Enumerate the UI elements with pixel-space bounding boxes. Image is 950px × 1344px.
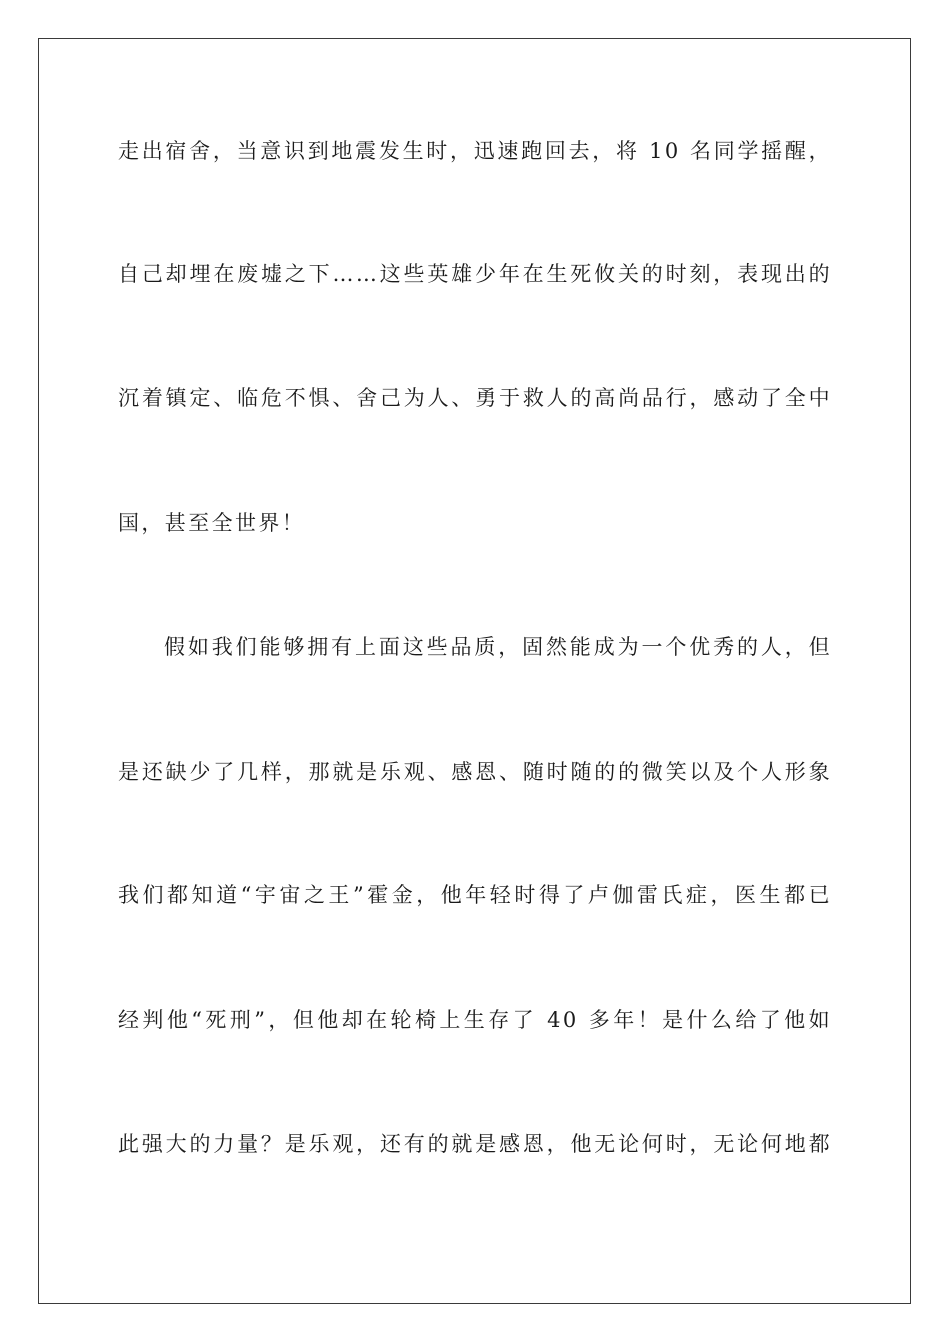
- paragraph-first-line: 假如我们能够拥有上面这些品质，固然能成为一个优秀的人，但: [164, 635, 832, 659]
- text-line: 自己却埋在废墟之下……这些英雄少年在生死攸关的时刻，表现出的: [118, 262, 832, 286]
- text-line: 国，甚至全世界！: [118, 511, 306, 535]
- text-line: 我们都知道“宇宙之王”霍金，他年轻时得了卢伽雷氏症，医生都已: [118, 883, 832, 907]
- text-line: 沉着镇定、临危不惧、舍己为人、勇于救人的高尚品行，感动了全中: [118, 386, 832, 410]
- text-line: 经判他“死刑”，但他却在轮椅上生存了 40 多年！是什么给了他如: [118, 1008, 832, 1032]
- text-line: 是还缺少了几样，那就是乐观、感恩、随时随的的微笑以及个人形象: [118, 760, 832, 784]
- text-line: 走出宿舍，当意识到地震发生时，迅速跑回去，将 10 名同学摇醒，: [118, 139, 832, 163]
- text-line: 此强大的力量？是乐观，还有的就是感恩，他无论何时，无论何地都: [118, 1132, 832, 1156]
- page-border: [38, 38, 911, 1304]
